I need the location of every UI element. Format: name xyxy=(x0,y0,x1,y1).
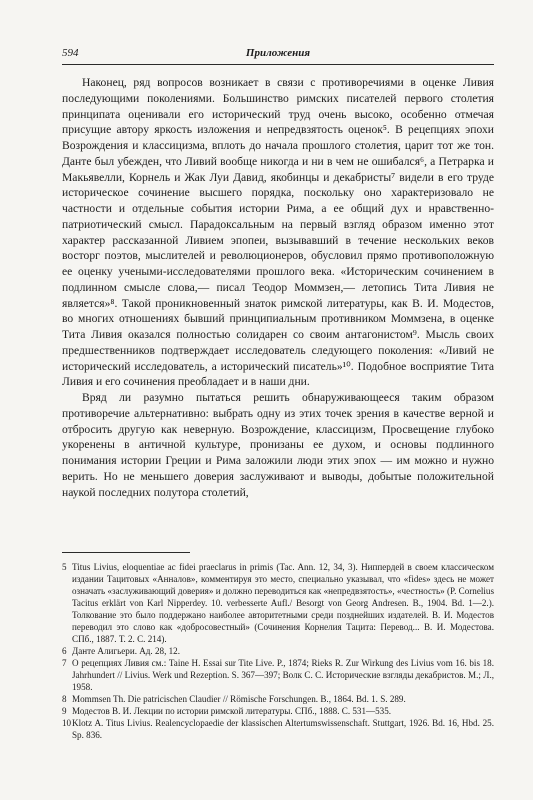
footnote xyxy=(62,693,494,705)
footnote-text: Titus Livius, eloquentiae ac fidei praeclarus in primis (Tac. Ann. 12, 34, 3). Ниппердей в своем классическом издании Тацитовых «Анналов», комментируя это место, специально указывал, что «fides» здесь не может означать «заслуживающий доверия» и должно переводиться как «непредвзятость», «честность» (P. Cornelius Tacitus erklärt von Karl Nipperdey. 10. verbesserte Aufl./ Besorgt von Georg Andresen. B., 1904. Bd. 1—2.). Толкование это было поддержано наиболее авторитетными среди позднейших издателей. В. И. Модестов переводил это слово как «добросовестный» (Сочинения Корнелия Тацита: Перевод... В. И. Модестова. СПб., 1887. Т. 2. С. 214). xyxy=(72,562,494,644)
footnote xyxy=(62,717,494,741)
main-text xyxy=(62,75,494,500)
footnote-number: 9 xyxy=(62,706,67,716)
footnote-number: 8 xyxy=(62,694,67,704)
footnote xyxy=(62,561,494,645)
footnote-number: 7 xyxy=(62,658,67,668)
running-header xyxy=(62,47,494,63)
footnote xyxy=(62,705,494,717)
footnote-text: Mommsen Th. Die patricischen Claudier // Römische Forschungen. B., 1864. Bd. 1. S. 289. xyxy=(72,694,406,704)
paragraph: Вряд ли разумно пытаться решить обнаруживающееся таким образом противоречие альтернативно: выбрать одну из этих точек зрения в качестве верной и отбросить другую как неверную. Возрождение, классицизм, Просвещение глубоко укоренены в античной культуре, пронизаны ее духом, и основы подлинного понимания истории Греции и Рима заложили люди этих эпох — им можно и нужно верить. Но не меньшего доверия заслуживают и выводы, добытые положительной наукой последних полутора столетий, xyxy=(62,391,494,499)
footnote xyxy=(62,657,494,693)
header-rule xyxy=(62,64,494,65)
footnotes xyxy=(62,561,494,741)
footnote-text: Модестов В. И. Лекции по истории римской литературы. СПб., 1888. С. 531—535. xyxy=(72,706,392,716)
footnote-text: Klotz A. Titus Livius. Realencyclopaedie der klassischen Altertumswissenschaft. Stuttgart, 1926. Bd. 16, Hbd. 25. Sp. 836. xyxy=(72,718,494,740)
footnote-rule xyxy=(62,552,190,553)
footnote-number: 6 xyxy=(62,646,67,656)
footnote-text: О рецепциях Ливия см.: Taine H. Essai sur Tite Live. P., 1874; Rieks R. Zur Wirkung des Livius vom 16. bis 18. Jahrhundert // Livius. Werk und Rezeption. S. 367—397; Волк С. С. Исторические взгляды декабристов. М.; Л., 1958. xyxy=(72,658,494,692)
section-title: Приложения xyxy=(245,47,311,59)
footnote-number: 10 xyxy=(62,718,72,728)
paragraph: Наконец, ряд вопросов возникает в связи с противоречиями в оценке Ливия последующими поколениями. Большинство римских писателей первого столетия принципата оценивали его исторический труд очень высоко, особенно отмечая присущие автору яркость изложения и непредвзятость оценок⁵. В рецепциях эпохи Возрождения и классицизма, вплоть до начала прошлого столетия, царит тот же тон. Данте был убежден, что Ливий вообще никогда и ни в чем не ошибался⁶, а Петрарка и Макьявелли, Корнель и Жак Луи Давид, якобинцы и декабристы⁷ видели в его труде историческое сочинение высшего порядка, поскольку оно характеризовало не частности и отдельные события истории Рима, а ее общий дух и нравственно-патриотический смысл. Парадоксальным на первый взгляд образом именно этот характер рассказанной Ливием эпопеи, вызывавший в течение нескольких веков восторг поэтов, мыслителей и революционеров, обусловил прямо противоположную ее оценку учеными-исследователями прошлого века. «Историческим сочинением в подлинном смысле слова,— писал Теодор Моммзен,— летопись Тита Ливия не является»⁸. Такой проникновенный знаток римской литературы, как В. И. Модестов, во многих отношениях бывший принципиальным противником Моммзена, в оценке Тита Ливия оказался полностью солидарен со своим антагонистом⁹. Мысль своих предшественников подтверждает исследователь следующего поколения: «Ливий не исторический исследователь, а исторический писатель»¹⁰. Подобное восприятие Тита Ливия и его сочинения преобладает и в наши дни. xyxy=(62,76,494,389)
page-number: 594 xyxy=(62,47,79,59)
footnote-text: Данте Алигьери. Ад. 28, 12. xyxy=(72,646,180,656)
footnote xyxy=(62,645,494,657)
footnote-number: 5 xyxy=(62,562,67,572)
